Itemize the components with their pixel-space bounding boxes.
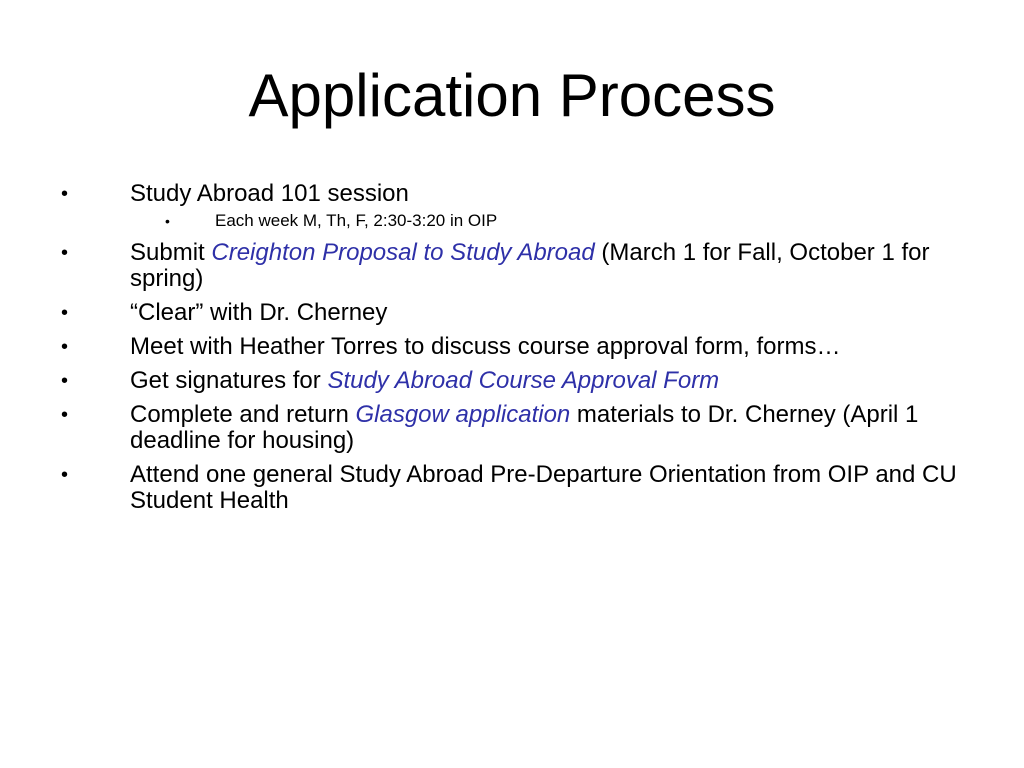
- proposal-form-title: Creighton Proposal to Study Abroad: [211, 239, 595, 266]
- course-approval-form-title: Study Abroad Course Approval Form: [327, 367, 720, 394]
- bullet-item-get-signatures: [57, 368, 977, 394]
- bullet-text-prefix: Get signatures for: [130, 367, 328, 394]
- slide-title: Application Process: [248, 62, 776, 129]
- bullet-text-suffix: materials to Dr. Cherney (April 1 deadline for housing): [130, 401, 919, 454]
- sub-bullet-text: Each week M, Th, F, 2:30-3:20 in OIP: [215, 211, 498, 230]
- glasgow-application-title: Glasgow application: [355, 401, 571, 428]
- bullet-dot-icon: •: [61, 336, 69, 358]
- sub-bullet-dot-icon: •: [165, 213, 170, 229]
- bullet-text: Meet with Heather Torres to discuss course approval form, forms…: [130, 333, 841, 360]
- bullet-item-study-abroad-101: [57, 181, 977, 207]
- bullet-item-glasgow-application: [57, 402, 977, 454]
- bullet-dot-icon: •: [61, 242, 69, 264]
- bullet-text: “Clear” with Dr. Cherney: [130, 299, 388, 326]
- bullet-text: Attend one general Study Abroad Pre-Departure Orientation from OIP and CU Student Health: [130, 461, 957, 514]
- bullet-item-meet-heather-torres: [57, 334, 977, 360]
- bullet-list: [57, 181, 977, 522]
- bullet-item-clear-with-cherney: [57, 300, 977, 326]
- bullet-dot-icon: •: [61, 464, 69, 486]
- bullet-text-prefix: Submit: [130, 239, 212, 266]
- bullet-text-prefix: Complete and return: [130, 401, 356, 428]
- sub-bullet-item-weekly-session: [57, 211, 977, 231]
- bullet-item-submit-proposal: [57, 240, 977, 292]
- bullet-text-suffix: (March 1 for Fall, October 1 for spring): [130, 239, 930, 292]
- bullet-text: Study Abroad 101 session: [130, 180, 409, 207]
- bullet-dot-icon: •: [61, 404, 69, 426]
- bullet-dot-icon: •: [61, 302, 69, 324]
- bullet-dot-icon: •: [61, 370, 69, 392]
- bullet-item-pre-departure-orientation: [57, 462, 977, 514]
- bullet-dot-icon: •: [61, 183, 69, 205]
